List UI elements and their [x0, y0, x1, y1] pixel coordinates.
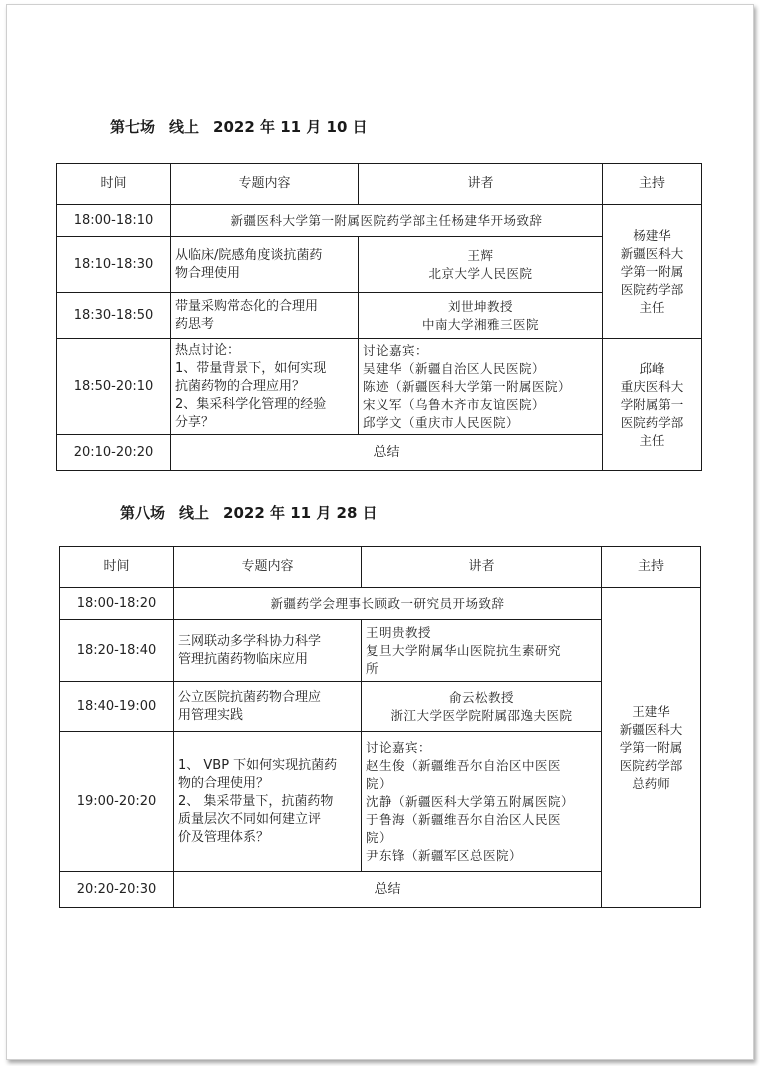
text-line: 邱学文（重庆市人民医院）: [363, 414, 520, 430]
text-line: 从临床/院感角度谈抗菌药: [175, 247, 323, 263]
text-line: 陈迹（新疆医科大学第一附属医院）: [363, 378, 572, 394]
session8-heading: [120, 502, 392, 523]
text-line: 于鲁海（新疆维吾尔自治区人民医: [366, 811, 562, 827]
speaker-cell: [362, 620, 602, 682]
table-row: [60, 588, 701, 620]
time-cell: 18:20-18:40: [60, 620, 174, 682]
text-line: 药思考: [175, 316, 215, 332]
time-cell: 20:20-20:30: [60, 872, 174, 908]
header-topic: 专题内容: [174, 547, 362, 588]
text-line: 医院药学部: [620, 414, 684, 430]
text-line: 学第一附属: [620, 263, 684, 279]
time-cell: 19:00-20:20: [60, 732, 174, 872]
text-line: 新疆医科大: [619, 721, 683, 737]
session7-heading: [110, 116, 382, 137]
session-name: 第七场: [110, 118, 156, 136]
text-line: 邱峰: [639, 360, 665, 376]
text-line: 俞云松教授: [448, 689, 514, 705]
text-line: 刘世坤教授: [447, 298, 513, 314]
speaker-cell: [359, 339, 603, 435]
text-line: 院）: [366, 775, 393, 791]
text-line: 复旦大学附属华山医院抗生素研究: [366, 642, 562, 658]
speaker-cell: [362, 682, 602, 732]
time-cell: 18:40-19:00: [60, 682, 174, 732]
text-line: 公立医院抗菌药物合理应: [178, 689, 322, 705]
header-time: 时间: [57, 164, 171, 205]
time-cell: 18:10-18:30: [57, 237, 171, 293]
session-mode: 线上: [169, 118, 200, 136]
topic-cell: [171, 293, 359, 339]
text-line: 北京大学人民医院: [428, 265, 533, 281]
speaker-cell: [362, 732, 602, 872]
time-cell: 20:10-20:20: [57, 435, 171, 471]
text-line: 1、带量背景下，如何实现: [175, 360, 327, 376]
text-line: 医院药学部: [619, 757, 683, 773]
opening-remarks-cell: 新疆药学会理事长顾政一研究员开场致辞: [174, 588, 602, 620]
text-line: 价及管理体系？: [178, 829, 270, 845]
time-cell: 18:00-18:20: [60, 588, 174, 620]
header-host: 主持: [603, 164, 702, 205]
text-line: 总药师: [632, 775, 670, 791]
topic-cell: [174, 620, 362, 682]
text-line: 热点讨论：: [175, 342, 241, 358]
host-cell: [602, 588, 701, 908]
text-line: 带量采购常态化的合理用: [175, 298, 319, 314]
time-cell: 18:00-18:10: [57, 205, 171, 237]
header-speaker: 讲者: [359, 164, 603, 205]
time-cell: 18:30-18:50: [57, 293, 171, 339]
text-line: 宋义军（乌鲁木齐市友谊医院）: [363, 396, 546, 412]
table-row: [57, 205, 702, 237]
speaker-cell: [359, 293, 603, 339]
text-line: 赵生俊（新疆维吾尔自治区中医医: [366, 757, 562, 773]
summary-cell: 总结: [171, 435, 603, 471]
topic-cell: [174, 682, 362, 732]
text-line: 王辉: [467, 247, 494, 263]
text-line: 医院药学部: [620, 281, 684, 297]
text-line: 抗菌药物的合理应用？: [175, 378, 306, 394]
topic-cell: [174, 732, 362, 872]
text-line: 质量层次不同如何建立评: [178, 811, 322, 827]
text-line: 重庆医科大: [620, 378, 684, 394]
header-speaker: 讲者: [362, 547, 602, 588]
text-line: 用管理实践: [178, 707, 244, 723]
text-line: 物的合理使用？: [178, 775, 270, 791]
session8-schedule-table: [59, 546, 701, 908]
text-line: 院）: [366, 829, 393, 845]
table-row: [57, 339, 702, 435]
header-topic: 专题内容: [171, 164, 359, 205]
header-host: 主持: [602, 547, 701, 588]
header-time: 时间: [60, 547, 174, 588]
time-cell: 18:50-20:10: [57, 339, 171, 435]
text-line: 王建华: [632, 703, 670, 719]
opening-remarks-cell: 新疆医科大学第一附属医院药学部主任杨建华开场致辞: [171, 205, 603, 237]
header-row: [60, 547, 701, 588]
text-line: 主任: [639, 299, 665, 315]
topic-cell: [171, 237, 359, 293]
text-line: 1、 VBP 下如何实现抗菌药: [178, 757, 338, 773]
session-name: 第八场: [120, 504, 166, 522]
topic-cell: [171, 339, 359, 435]
session-mode: 线上: [179, 504, 210, 522]
session-date: 2022 年 11 月 10 日: [213, 118, 368, 136]
text-line: 所: [366, 660, 380, 676]
text-line: 2、集采科学化管理的经验: [175, 396, 327, 412]
text-line: 杨建华: [633, 227, 671, 243]
text-line: 讨论嘉宾：: [363, 342, 429, 358]
header-row: [57, 164, 702, 205]
text-line: 物合理使用: [175, 265, 241, 281]
text-line: 管理抗菌药物临床应用: [178, 651, 309, 667]
text-line: 尹东锋（新疆军区总医院）: [366, 847, 523, 863]
host-cell: [603, 205, 702, 339]
text-line: 浙江大学医学院附属邵逸夫医院: [390, 707, 573, 723]
text-line: 讨论嘉宾：: [366, 739, 432, 755]
text-line: 学第一附属: [619, 739, 683, 755]
summary-cell: 总结: [174, 872, 602, 908]
text-line: 主任: [639, 432, 665, 448]
text-line: 分享？: [175, 414, 215, 430]
speaker-cell: [359, 237, 603, 293]
text-line: 学附属第一: [620, 396, 684, 412]
host-cell: [603, 339, 702, 471]
text-line: 新疆医科大: [620, 245, 684, 261]
session7-schedule-table: [56, 163, 702, 471]
text-line: 2、 集采带量下，抗菌药物: [178, 793, 334, 809]
text-line: 沈静（新疆医科大学第五附属医院）: [366, 793, 575, 809]
text-line: 三网联动多学科协力科学: [178, 633, 322, 649]
session-date: 2022 年 11 月 28 日: [223, 504, 378, 522]
text-line: 中南大学湘雅三医院: [421, 316, 539, 332]
text-line: 王明贵教授: [366, 624, 432, 640]
text-line: 吴建华（新疆自治区人民医院）: [363, 360, 546, 376]
